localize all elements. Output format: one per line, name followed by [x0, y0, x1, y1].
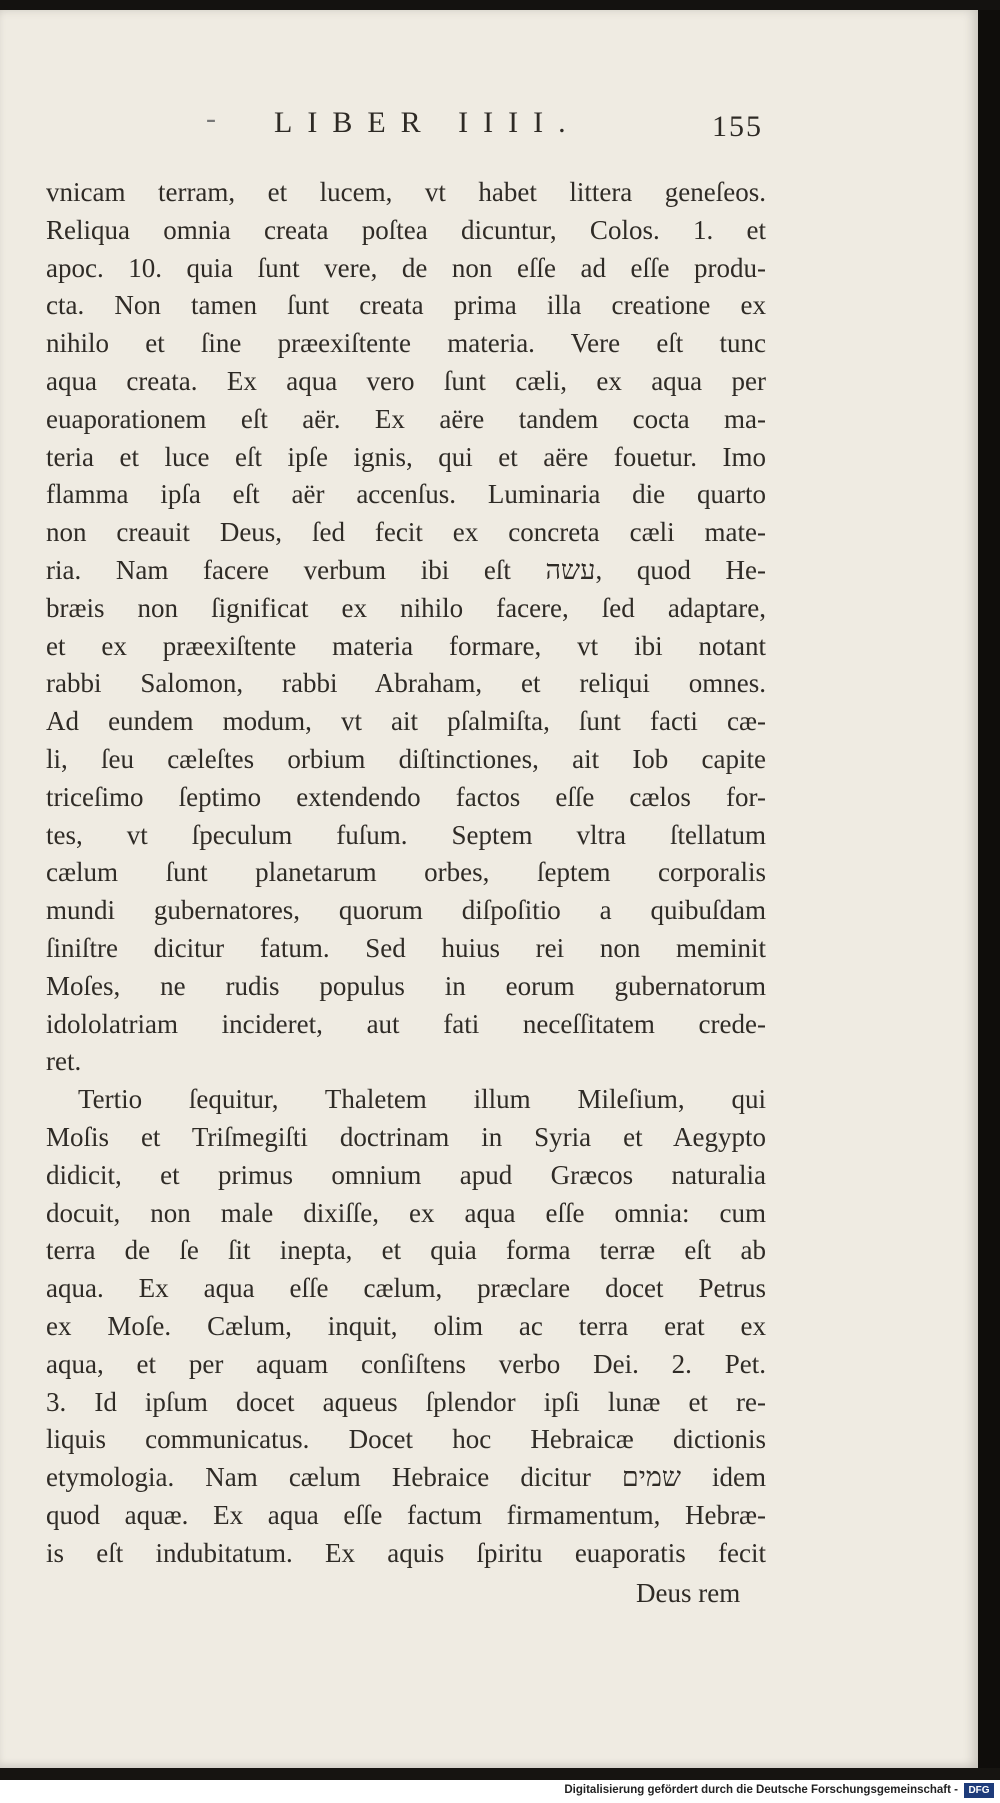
- text-line: nihilo et ſine præexiſtente materia. Vere eſt tunc: [46, 328, 766, 359]
- text-line: ria. Nam facere verbum ibi eſt עשה, quod He-: [46, 554, 766, 585]
- text-line: Moſis et Triſmegiſti doctrinam in Syria et Aegypto: [46, 1121, 766, 1152]
- dfg-logo: DFG: [964, 1783, 994, 1798]
- text-line: rabbi Salomon, rabbi Abraham, et reliqui omnes.: [46, 668, 766, 699]
- text-line: et ex præexiſtente materia formare, vt ibi notant: [46, 630, 766, 661]
- text-line: aqua, et per aquam conſiſtens verbo Dei. 2. Pet.: [46, 1348, 766, 1379]
- body-text: [46, 174, 766, 1572]
- text-line: is eſt indubitatum. Ex aquis ſpiritu euaporatis fecit: [46, 1537, 766, 1568]
- running-head-dash: -: [206, 102, 216, 135]
- scan-right-edge: [978, 10, 1000, 1780]
- text-line: triceſimo ſeptimo extendendo factos eſſe cælos for-: [46, 781, 766, 812]
- text-line: Ad eundem modum, vt ait pſalmiſta, ſunt facti cæ-: [46, 706, 766, 737]
- text-line: terra de ſe ſit inepta, et quia forma terræ eſt ab: [46, 1235, 766, 1266]
- text-line: teria et luce eſt ipſe ignis, qui et aëre fouetur. Imo: [46, 441, 766, 472]
- catchword: Deus rem: [636, 1578, 741, 1608]
- text-line: bræis non ſignificat ex nihilo facere, ſed adaptare,: [46, 592, 766, 623]
- text-line: quod aquæ. Ex aqua eſſe factum firmamentum, Hebræ-: [46, 1499, 766, 1530]
- text-line: mundi gubernatores, quorum diſpoſitio a quibuſdam: [46, 895, 766, 926]
- text-line: liquis communicatus. Docet hoc Hebraicæ dictionis: [46, 1424, 766, 1455]
- text-line: flamma ipſa eſt aër accenſus. Luminaria die quarto: [46, 479, 766, 510]
- text-line: cta. Non tamen ſunt creata prima illa creatione ex: [46, 290, 766, 321]
- text-line: 3. Id ipſum docet aqueus ſplendor ipſi lunæ et re-: [46, 1386, 766, 1417]
- text-line: idololatriam incideret, aut fati neceſſitatem crede-: [46, 1008, 766, 1039]
- running-head-title: LIBER IIII.: [274, 106, 581, 139]
- text-line: aqua creata. Ex aqua vero ſunt cæli, ex aqua per: [46, 365, 766, 396]
- text-line: apoc. 10. quia ſunt vere, de non eſſe ad eſſe produ-: [46, 252, 766, 283]
- text-line: etymologia. Nam cælum Hebraice dicitur שמים idem: [46, 1462, 766, 1493]
- text-line: docuit, non male dixiſſe, ex aqua eſſe omnia: cum: [46, 1197, 766, 1228]
- text-line: cælum ſunt planetarum orbes, ſeptem corporalis: [46, 857, 766, 888]
- text-line: ex Moſe. Cælum, inquit, olim ac terra erat ex: [46, 1310, 766, 1341]
- text-line: tes, vt ſpeculum fuſum. Septem vltra ſtellatum: [46, 819, 766, 850]
- text-line: euaporationem eſt aër. Ex aëre tandem cocta ma-: [46, 403, 766, 434]
- text-line: Moſes, ne rudis populus in eorum gubernatorum: [46, 970, 766, 1001]
- text-line: non creauit Deus, ſed fecit ex concreta cæli mate-: [46, 517, 766, 548]
- footer-credit: Digitalisierung gefördert durch die Deutsche Forschungsgemeinschaft -: [564, 1784, 958, 1796]
- text-line: aqua. Ex aqua eſſe cælum, præclare docet Petrus: [46, 1273, 766, 1304]
- footer-bar: [0, 1780, 1000, 1803]
- text-line: li, ſeu cæleſtes orbium diſtinctiones, ait Iob capite: [46, 743, 766, 774]
- text-line: ſiniſtre dicitur fatum. Sed huius rei non meminit: [46, 932, 766, 963]
- text-line: Tertio ſequitur, Thaletem illum Mileſium, qui: [78, 1084, 766, 1115]
- text-line: didicit, et primus omnium apud Græcos naturalia: [46, 1159, 766, 1190]
- text-line: ret.: [46, 1046, 82, 1077]
- scan-bottom-edge: [0, 1768, 1000, 1780]
- text-line: vnicam terram, et lucem, vt habet littera geneſeos.: [46, 177, 766, 207]
- text-line: Reliqua omnia creata poſtea dicuntur, Colos. 1. et: [46, 214, 766, 245]
- page-number: 155: [712, 110, 763, 143]
